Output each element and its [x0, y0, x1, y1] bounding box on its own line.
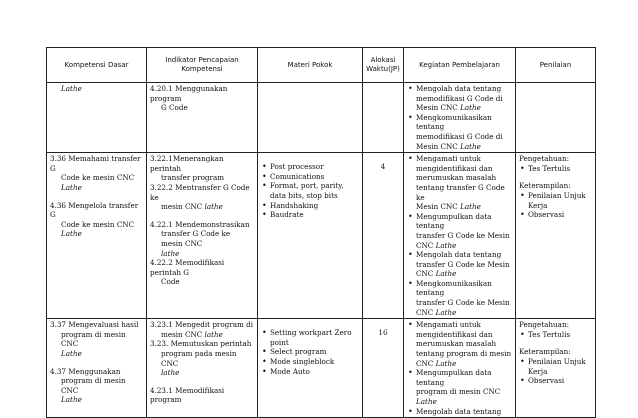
cell-text: Lathe: [61, 395, 82, 405]
cell-text: CNC: [416, 358, 436, 368]
cell-text: Mengkomunikasikan tentang: [416, 112, 492, 132]
cell-text: 3.37 Mengevaluasi hasil: [50, 320, 139, 330]
penilaian-cell: [516, 153, 596, 319]
cell-text: tentang program di mesin: [416, 349, 512, 359]
cell-text: transfer program: [161, 173, 225, 183]
cell-text: CNC: [416, 307, 436, 317]
cell-text: CNC: [416, 240, 436, 250]
cell-text: Code ke mesin CNC: [61, 219, 135, 229]
cell-text: Mengkomunikasikan tentang: [416, 278, 492, 298]
list-item: • Format, port, parity, data bits, stop bits: [261, 181, 359, 200]
cell-text: Code ke mesin CNC: [61, 173, 135, 183]
list-item: • Tes Tertulis: [519, 164, 592, 174]
list-item: • Mengolah data tentang: [407, 407, 512, 417]
list-item: [519, 191, 592, 210]
cell-text: 4.37 Menggunakan: [50, 366, 121, 376]
syllabus-table: [46, 47, 596, 418]
cell-text: Mesin CNC: [416, 103, 461, 113]
jp-cell: [363, 83, 404, 153]
indikator-cell: [147, 83, 258, 153]
list-item: [407, 320, 512, 368]
cell-text: Lathe: [435, 240, 457, 250]
list-item: • Observasi: [519, 376, 592, 386]
cell-text: transfer G Code ke Mesin: [416, 298, 510, 308]
list-item: [407, 212, 512, 250]
cell-text: Lathe: [416, 397, 437, 406]
kegiatan-cell: [404, 83, 516, 153]
list-item: • Tes Tertulis: [519, 330, 592, 340]
kegiatan-cell: [404, 153, 516, 319]
cell-text: memodifikasi G Code di: [416, 131, 503, 141]
cell-text: Mengamati untuk: [416, 320, 481, 330]
cell-text: Mengolah data tentang: [416, 250, 502, 260]
cell-text: transfer G Code ke mesin CNC: [161, 229, 231, 248]
cell-text: transfer G Code ke Mesin: [416, 259, 510, 269]
cell-text: 4.23.1 Memodifikasi program: [150, 385, 225, 405]
cell-text: Code: [161, 277, 180, 287]
cell-text: 4.22.1 Mendemonstrasikan: [150, 219, 250, 229]
header-materi-pokok: Materi Pokok: [258, 48, 363, 83]
cell-text: mesin CNC: [161, 329, 205, 339]
cell-text: Lathe: [61, 349, 82, 359]
penilaian-cell: [516, 83, 596, 153]
cell-text: 4.20.1: [150, 84, 173, 93]
cell-text: Menggunakan program: [150, 84, 228, 103]
list-item: • Baudrate: [261, 210, 359, 220]
cell-text: 3.22.2 Mentransfer G Code ke: [150, 182, 250, 202]
list-item: • Post processor: [261, 162, 359, 172]
indikator-cell: [147, 319, 258, 418]
cell-text: Keterampilan:: [519, 347, 571, 357]
list-item: • Comunications: [261, 172, 359, 182]
kd-cell: [47, 319, 147, 418]
cell-text: merumuskan masalah: [416, 339, 497, 349]
cell-text: 4.22.2 Memodifikasi perintah G: [150, 258, 225, 277]
table-row: [47, 153, 596, 319]
cell-text: mengidentifikasi dan: [416, 163, 493, 173]
cell-text: Keterampilan:: [519, 181, 571, 191]
cell-text: Mengolah data tentang: [416, 84, 502, 93]
indikator-cell: [147, 153, 258, 319]
list-item: [407, 250, 512, 279]
header-kompetensi-dasar: Kompetensi Dasar: [47, 48, 147, 83]
jp-cell: [363, 319, 404, 418]
cell-text: Lathe: [460, 202, 481, 212]
list-item: • Handshaking: [261, 201, 359, 211]
cell-text: 4: [380, 162, 386, 172]
cell-text: Lathe: [460, 141, 481, 151]
cell-text: Mengamati untuk: [416, 154, 481, 164]
cell-text: Mesin CNC: [416, 141, 461, 151]
list-item: [407, 154, 512, 212]
cell-text: 16: [378, 328, 388, 338]
jp-cell: [363, 153, 404, 319]
cell-text: lathe: [204, 202, 223, 212]
cell-text: lathe: [161, 368, 180, 378]
header-alokasi-waktu: Alokasi Waktu(JP): [363, 48, 404, 83]
header-kegiatan: Kegiatan Pembelajaran: [404, 48, 516, 83]
table-row: [47, 83, 596, 153]
cell-text: program di mesin CNC: [61, 376, 126, 395]
kd-cell: [47, 83, 147, 153]
header-indikator: Indikator Pencapaian Kompetensi: [147, 48, 258, 83]
cell-text: Pengetahuan:: [519, 154, 570, 164]
cell-text: tentang transfer G Code ke: [416, 182, 505, 202]
cell-text: Penilaian Unjuk: [528, 190, 586, 200]
cell-text: mengidentifikasi dan: [416, 329, 493, 339]
cell-text: program pada mesin CNC: [161, 349, 237, 368]
cell-text: lathe: [161, 248, 180, 258]
kegiatan-cell: [404, 319, 516, 418]
list-item: [407, 113, 512, 151]
list-item: • Mode Auto: [261, 367, 359, 377]
cell-text: Lathe: [61, 182, 82, 192]
cell-text: 3.22.1Menerangkan perintah: [150, 154, 224, 173]
cell-text: Pengetahuan:: [519, 320, 570, 330]
cell-text: program di mesin CNC: [61, 329, 126, 349]
cell-text: 3.23.1 Mengedit program di: [150, 320, 254, 330]
table-row: [47, 319, 596, 418]
list-item: [519, 357, 592, 376]
cell-text: Mengumpulkan data tentang: [416, 211, 492, 231]
list-item: [407, 368, 512, 406]
cell-text: program di mesin CNC: [416, 387, 501, 397]
materi-cell: [258, 153, 363, 319]
cell-text: lathe: [204, 329, 223, 339]
cell-text: Lathe: [435, 307, 457, 317]
cell-text: Kerja: [528, 200, 548, 210]
cell-text: Lathe: [61, 84, 82, 93]
cell-text: Mesin CNC: [416, 202, 461, 212]
materi-cell: [258, 319, 363, 418]
cell-text: Kerja: [528, 366, 548, 376]
cell-text: transfer G Code ke Mesin: [416, 230, 510, 240]
cell-text: Mengumpulkan data tentang: [416, 368, 492, 387]
list-item: [407, 279, 512, 317]
cell-text: Lathe: [435, 358, 457, 368]
cell-text: Lathe: [61, 229, 82, 239]
cell-text: 3.23. Memutuskan perintah: [150, 339, 252, 349]
list-item: • Select program: [261, 347, 359, 357]
cell-text: Lathe: [460, 103, 481, 113]
cell-text: memodifikasi G Code di: [416, 93, 503, 103]
list-item: [407, 84, 512, 113]
cell-text: Lathe: [435, 269, 457, 279]
cell-text: CNC: [416, 269, 436, 279]
cell-text: 3.36 Memahami transfer G: [50, 154, 141, 173]
kd-cell: [47, 153, 147, 319]
cell-text: 4.36 Mengelola transfer G: [50, 200, 139, 220]
list-item: • Mode singleblock: [261, 357, 359, 367]
cell-text: Penilaian Unjuk: [528, 357, 586, 367]
penilaian-cell: [516, 319, 596, 418]
cell-text: merumuskan masalah: [416, 173, 497, 183]
cell-text: G Code: [161, 103, 188, 113]
header-penilaian: Penilaian: [516, 48, 596, 83]
list-item: • Observasi: [519, 210, 592, 220]
list-item: • Setting workpart Zero point: [261, 328, 359, 347]
header-row: [47, 48, 596, 83]
cell-text: mesin CNC: [161, 202, 205, 212]
materi-cell: [258, 83, 363, 153]
